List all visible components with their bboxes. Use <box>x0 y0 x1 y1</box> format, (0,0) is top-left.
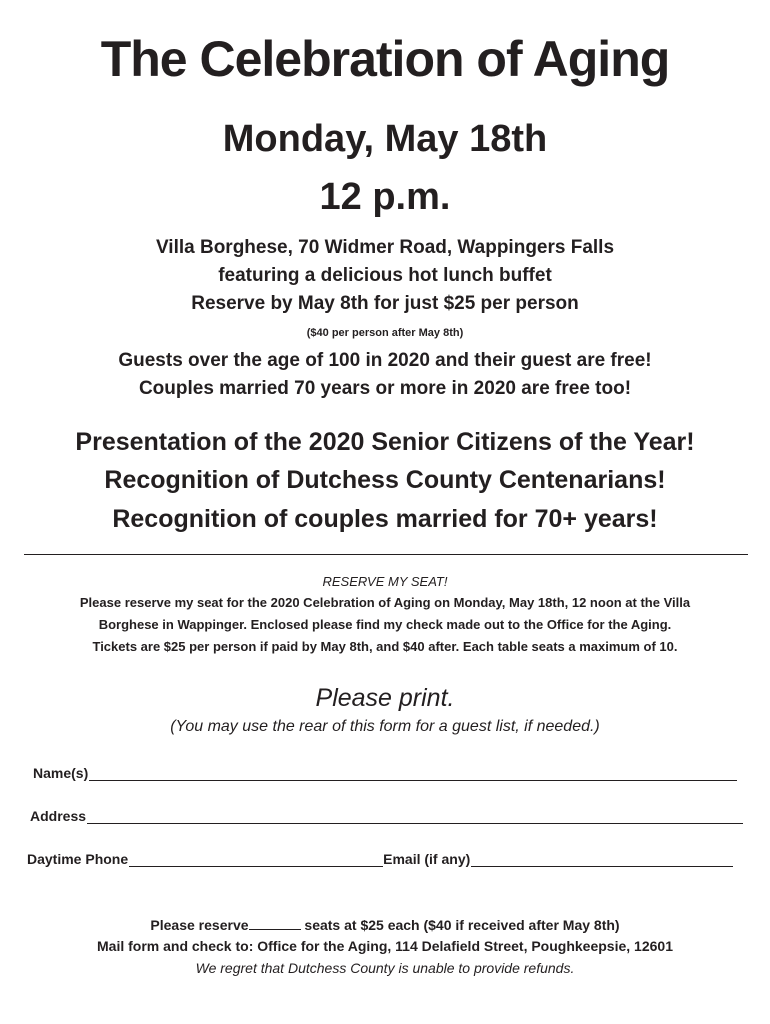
please-print-heading: Please print. <box>315 684 455 712</box>
address-label: Address <box>30 808 87 824</box>
email-blank[interactable] <box>471 852 733 867</box>
presentation-line: Recognition of couples married for 70+ years! <box>112 505 658 533</box>
seat-count-line <box>0 916 770 933</box>
seat-count-blank[interactable] <box>249 916 301 930</box>
reserve-paragraph-line: Borghese in Wappinger. Enclosed please find my check made out to the Office for the Aging. <box>98 617 672 632</box>
reserve-paragraph-line: Please reserve my seat for the 2020 Celebration of Aging on Monday, May 18th, 12 noon at the Villa <box>79 595 691 610</box>
late-price-text: ($40 per person after May 8th) <box>306 327 464 339</box>
flyer-title: The Celebration of Aging <box>100 31 670 87</box>
reserve-heading: RESERVE MY SEAT! <box>322 574 448 589</box>
name-field[interactable] <box>33 765 737 781</box>
address-blank[interactable] <box>87 809 743 824</box>
presentation-line: Presentation of the 2020 Senior Citizens of the Year! <box>75 428 695 456</box>
guest-list-note: (You may use the rear of this form for a guest list, if needed.) <box>170 718 600 735</box>
reserve-paragraph-line: Tickets are $25 per person if paid by May 8th, and $40 after. Each table seats a maximum of 10. <box>92 639 678 654</box>
address-field[interactable] <box>30 808 743 824</box>
lunch-text: featuring a delicious hot lunch buffet <box>218 265 552 286</box>
guests-free-text: Guests over the age of 100 in 2020 and their guest are free! <box>118 350 652 371</box>
couples-free-text: Couples married 70 years or more in 2020 are free too! <box>138 378 632 399</box>
phone-label: Daytime Phone <box>27 851 129 867</box>
reserve-price-text: Reserve by May 8th for just $25 per person <box>191 293 579 314</box>
mail-to-line: Mail form and check to: Office for the Aging, 114 Delafield Street, Poughkeepsie, 12601 <box>97 938 673 954</box>
seats-suffix: seats at $25 each ($40 if received after May 8th) <box>300 917 620 933</box>
name-label: Name(s) <box>33 765 89 781</box>
venue-text: Villa Borghese, 70 Widmer Road, Wappingers Falls <box>155 237 615 258</box>
email-label: Email (if any) <box>383 851 471 867</box>
event-date: Monday, May 18th <box>222 118 548 160</box>
phone-email-row <box>27 851 733 867</box>
presentation-line: Recognition of Dutchess County Centenarians! <box>104 466 666 494</box>
name-blank[interactable] <box>89 766 737 781</box>
seats-prefix: Please reserve <box>150 917 249 933</box>
refund-note: We regret that Dutchess County is unable to provide refunds. <box>195 960 575 976</box>
cut-line-divider <box>24 554 748 555</box>
phone-blank[interactable] <box>129 852 383 867</box>
event-time: 12 p.m. <box>319 176 451 218</box>
